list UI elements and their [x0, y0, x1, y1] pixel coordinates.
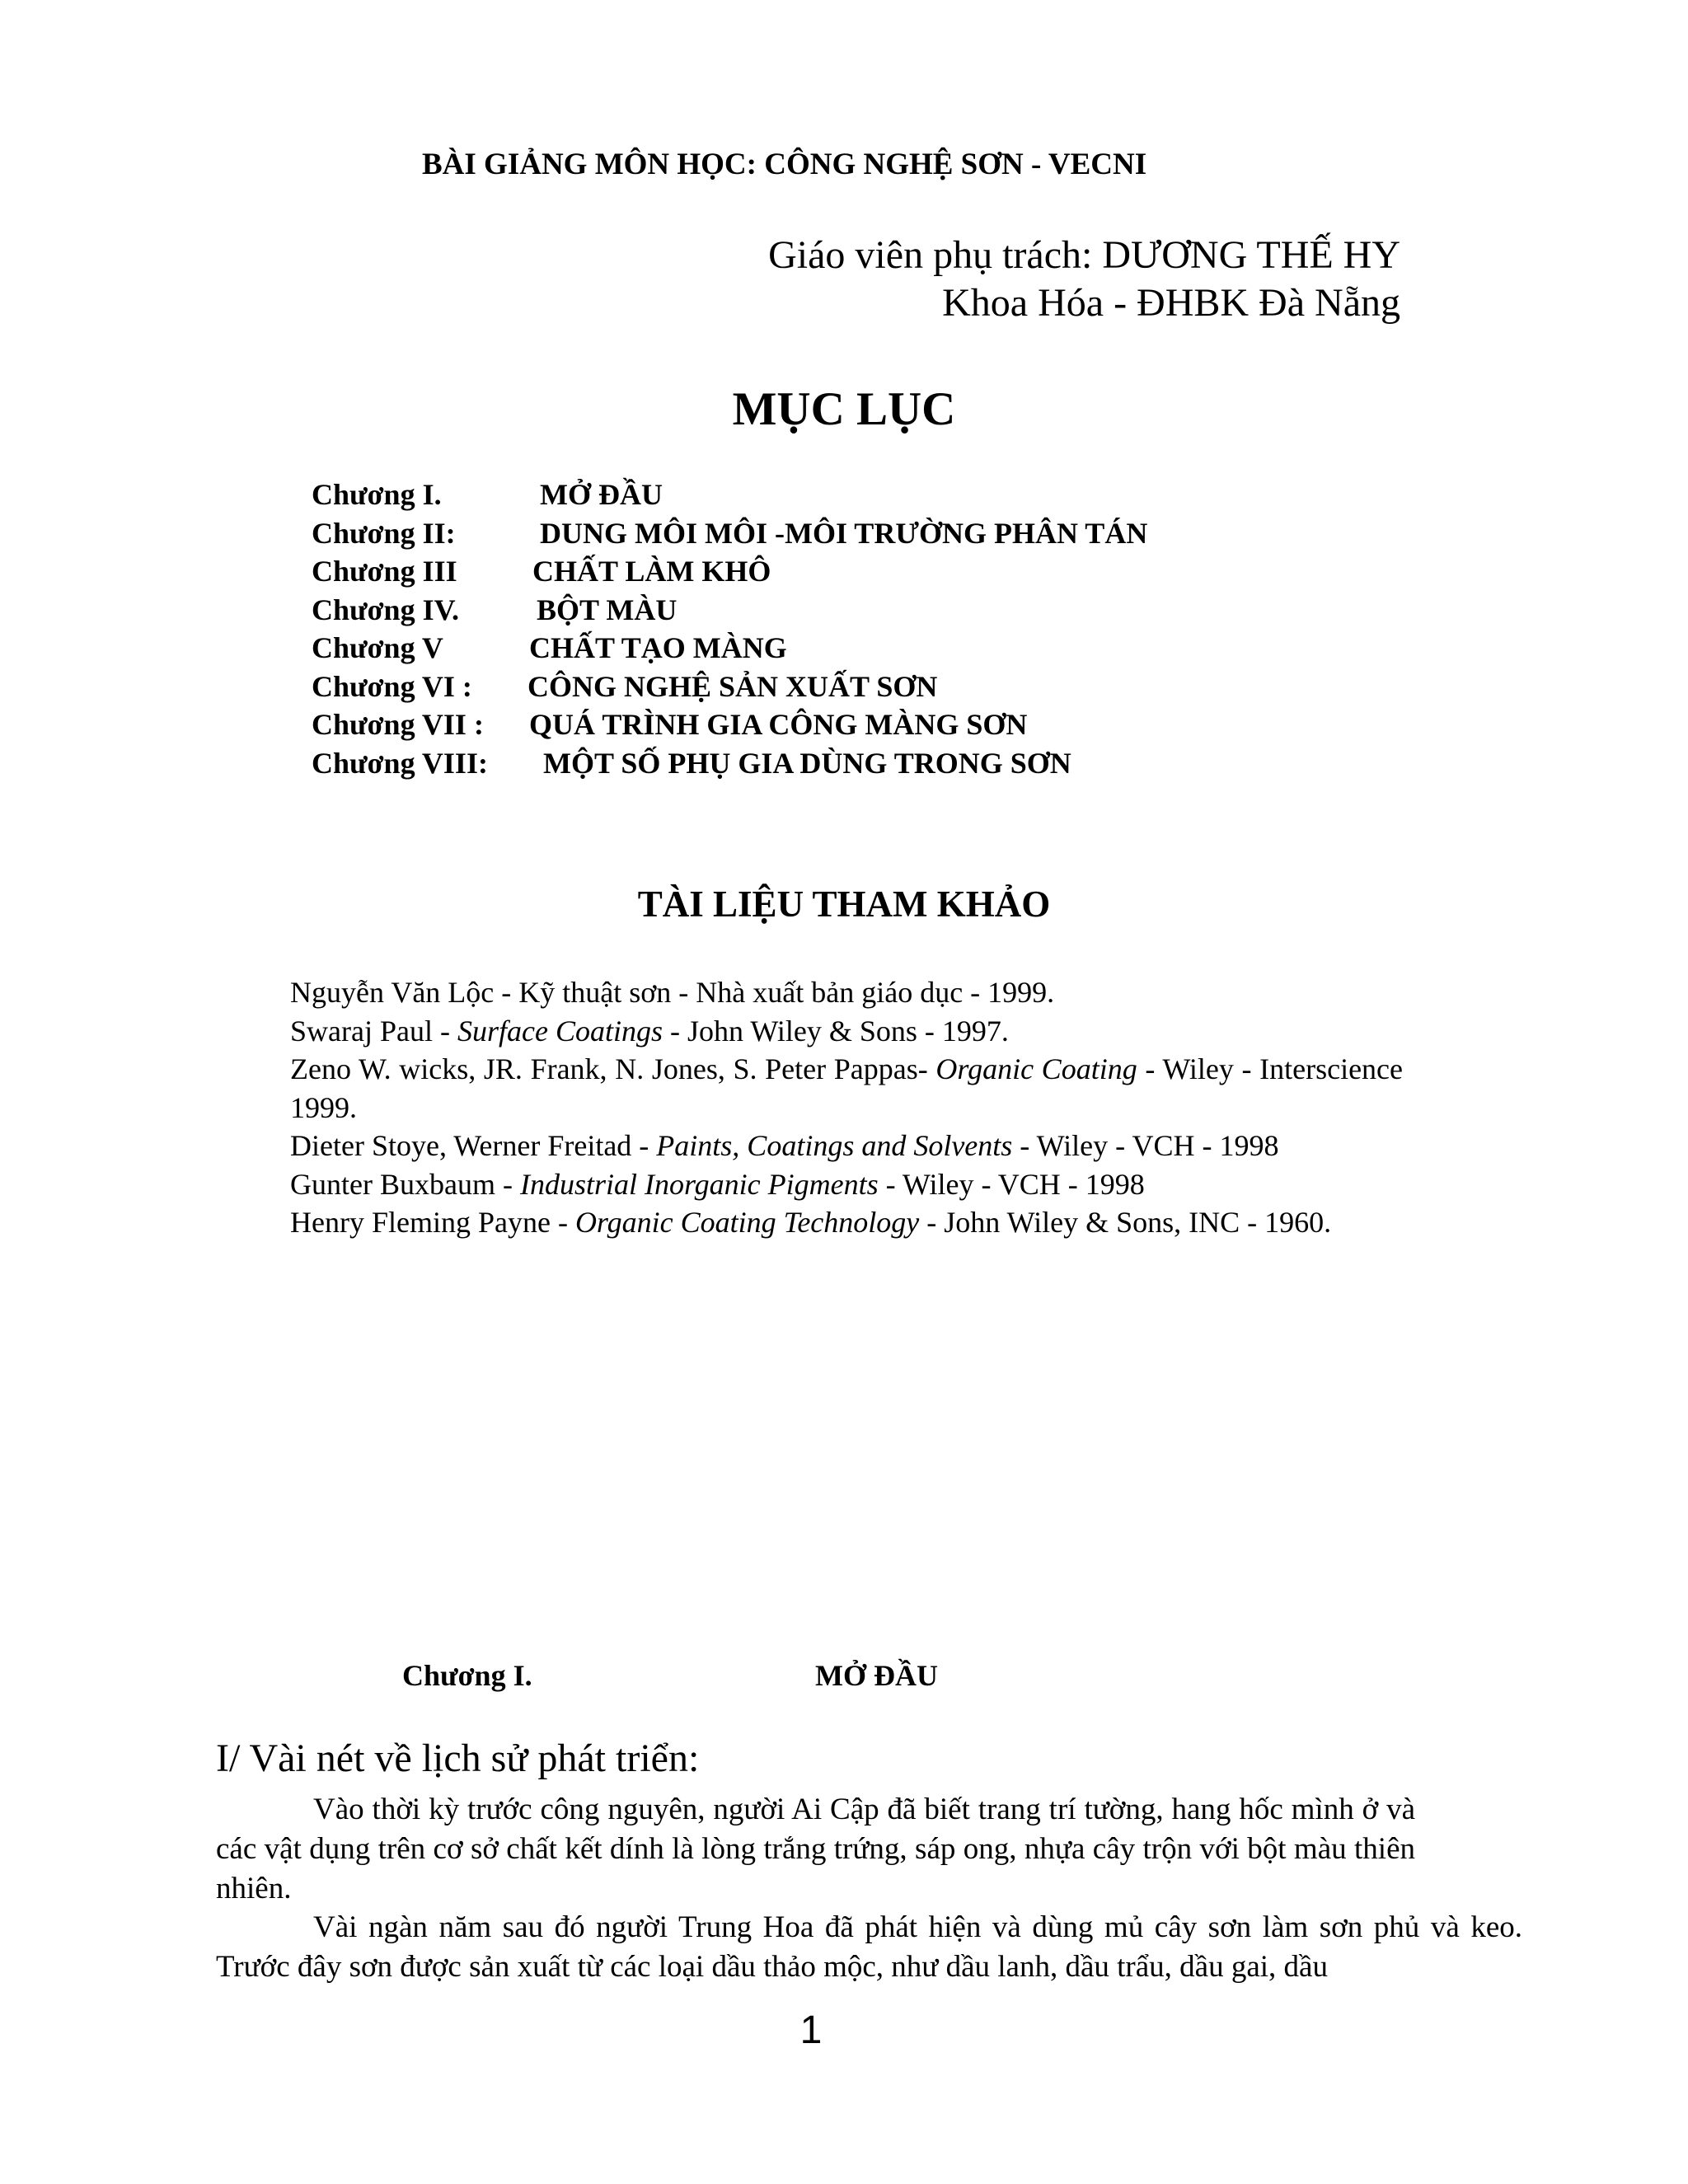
toc-chapter-title: CÔNG NGHỆ SẢN XUẤT SƠN [528, 669, 938, 703]
reference-work-title: Organic Coating [935, 1052, 1137, 1085]
reference-item [290, 1165, 1403, 1204]
toc-chapter-title: MỞ ĐẦU [540, 478, 663, 511]
reference-text: - John Wiley & Sons - 1997. [662, 1014, 1009, 1047]
toc-chapter-title: CHẤT TẠO MÀNG [529, 631, 787, 664]
body-paragraph [216, 1908, 1522, 1987]
toc-chapter-label: Chương VII : [312, 708, 484, 741]
reference-work-title: Organic Coating Technology [574, 1206, 920, 1239]
reference-text: Dieter Stoye, Werner Freitad - [290, 1129, 657, 1162]
course-title: BÀI GIẢNG MÔN HỌC: CÔNG NGHỆ SƠN - VECNI [422, 148, 1147, 181]
reference-text: - Wiley - Interscience 1999. [290, 1052, 1404, 1124]
reference-item [290, 1127, 1403, 1165]
reference-item [290, 1050, 1403, 1127]
chapter-title: MỞ ĐẦU [815, 1659, 938, 1692]
toc-chapter-label: Chương V [312, 631, 443, 664]
reference-text: Zeno W. wicks, JR. Frank, N. Jones, S. Peter Pappas- [290, 1052, 936, 1085]
toc-chapter-title: DUNG MÔI MÔI -MÔI TRƯỜNG PHÂN TÁN [540, 516, 1148, 550]
chapter-label: Chương I. [402, 1659, 532, 1692]
toc-chapter-label: Chương III [312, 555, 457, 588]
reference-list [290, 973, 1403, 1242]
department-line: Khoa Hóa - ĐHBK Đà Nẵng [942, 281, 1400, 325]
toc-chapter-label: Chương II: [312, 516, 456, 550]
reference-text: Swaraj Paul - [290, 1014, 457, 1047]
toc-chapter-title: BỘT MÀU [537, 593, 678, 626]
reference-item [290, 973, 1403, 1012]
toc-title: MỤC LỤC [732, 383, 956, 435]
reference-text: Nguyễn Văn Lộc - Kỹ thuật sơn - Nhà xuất bản giáo dục - 1999. [290, 976, 1055, 1009]
toc-chapter-title: CHẤT LÀM KHÔ [532, 555, 771, 588]
body-paragraph [216, 1790, 1415, 1909]
references-title: TÀI LIỆU THAM KHẢO [637, 883, 1051, 925]
toc-chapter-label: Chương VI : [312, 669, 472, 703]
reference-text: - Wiley - VCH - 1998 [1012, 1129, 1279, 1162]
paragraph-text: Vào thời kỳ trước công nguyên, người Ai Cập đã biết trang trí tường, hang hốc mình ở và các vật dụng trên cơ sở chất kết dính là lòng trắng trứng, sáp ong, nhựa cây trộn với bột màu thiên nhiên. [216, 1793, 1415, 1905]
reference-text: - John Wiley & Sons, INC - 1960. [919, 1206, 1332, 1239]
reference-item [290, 1012, 1403, 1051]
teacher-line: Giáo viên phụ trách: DƯƠNG THẾ HY [768, 233, 1400, 277]
toc-chapter-title: MỘT SỐ PHỤ GIA DÙNG TRONG SƠN [543, 746, 1071, 780]
reference-text: Gunter Buxbaum - [290, 1167, 520, 1201]
page-number: 1 [799, 2008, 823, 2052]
reference-text: Henry Fleming Payne - [290, 1206, 575, 1239]
toc-chapter-label: Chương VIII: [312, 746, 488, 780]
reference-item [290, 1203, 1403, 1242]
toc-chapter-label: Chương IV. [312, 593, 459, 626]
section-heading: I/ Vài nét về lịch sử phát triển: [216, 1736, 700, 1780]
reference-work-title: Industrial Inorganic Pigments [519, 1167, 879, 1201]
reference-work-title: Paints, Coatings and Solvents [656, 1129, 1013, 1162]
reference-text: - Wiley - VCH - 1998 [878, 1167, 1145, 1201]
toc-chapter-label: Chương I. [312, 478, 442, 511]
toc-chapter-title: QUÁ TRÌNH GIA CÔNG MÀNG SƠN [529, 708, 1028, 741]
reference-work-title: Surface Coatings [457, 1014, 663, 1047]
paragraph-text: Vài ngàn năm sau đó người Trung Hoa đã phát hiện và dùng mủ cây sơn làm sơn phủ và keo. Trước đây sơn được sản xuất từ các loại dầu thảo mộc, như dầu lanh, dầu trẩu, dầu gai, dầu [216, 1910, 1522, 1984]
